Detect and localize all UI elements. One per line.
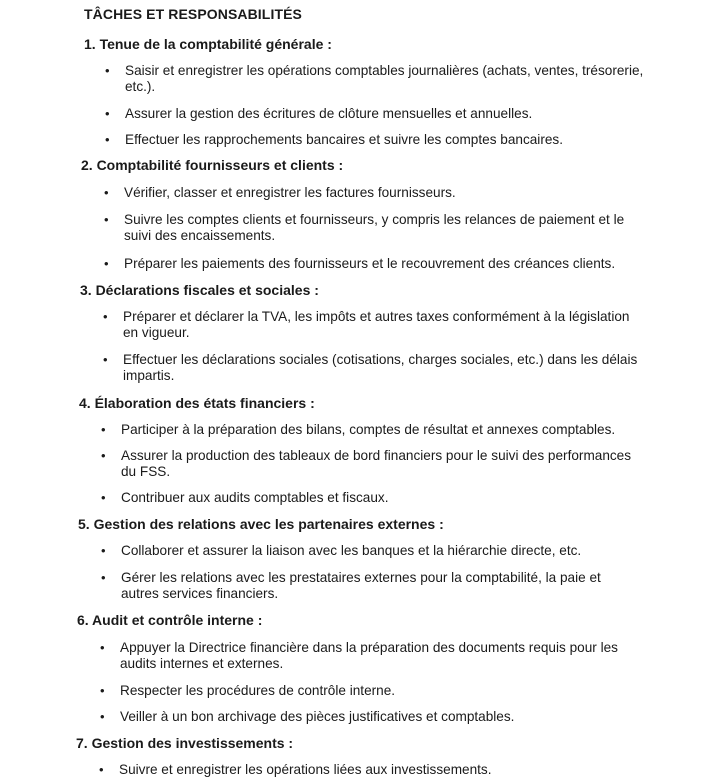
bullet-icon: • [103, 309, 108, 324]
list-item-text: Saisir et enregistrer les opérations comptables journalières (achats, ventes, trésorerie, etc.). [125, 63, 644, 94]
list-item-text: Effectuer les déclarations sociales (cotisations, charges sociales, etc.) dans les délais impartis. [123, 352, 638, 383]
bullet-icon: • [104, 185, 109, 200]
list-item-text: Assurer la gestion des écritures de clôture mensuelles et annuelles. [125, 106, 533, 121]
list-item-text: Veiller à un bon archivage des pièces justificatives et comptables. [120, 709, 515, 724]
list-item [101, 422, 641, 438]
bullet-icon: • [105, 63, 110, 78]
bullet-icon: • [99, 762, 104, 777]
list-item [100, 640, 640, 672]
section-heading-5: 5. Gestion des relations avec les partenaires externes : [78, 516, 444, 532]
bullet-icon: • [100, 709, 105, 724]
list-item-text: Gérer les relations avec les prestataires externes pour la comptabilité, la paie et autres services financiers. [121, 570, 601, 601]
list-item [101, 543, 641, 559]
list-item [100, 709, 640, 725]
section-heading-4: 4. Élaboration des états financiers : [79, 395, 315, 411]
section-heading-6: 6. Audit et contrôle interne : [77, 612, 263, 628]
bullet-icon: • [105, 132, 110, 147]
bullet-icon: • [105, 106, 110, 121]
list-item-text: Respecter les procédures de contrôle interne. [120, 683, 396, 698]
list-item [101, 570, 641, 602]
section-heading-1: 1. Tenue de la comptabilité générale : [84, 36, 332, 52]
bullet-icon: • [101, 490, 106, 505]
bullet-icon: • [101, 448, 106, 463]
list-item-text: Effectuer les rapprochements bancaires et suivre les comptes bancaires. [125, 132, 563, 147]
list-item [101, 490, 641, 506]
list-item [100, 683, 640, 699]
list-item [104, 212, 644, 244]
list-item [105, 106, 645, 122]
document-title: TÂCHES ET RESPONSABILITÉS [84, 6, 302, 22]
list-item-text: Collaborer et assurer la liaison avec les banques et la hiérarchie directe, etc. [121, 543, 582, 558]
bullet-icon: • [100, 640, 105, 655]
list-item [99, 762, 639, 778]
section-heading-7: 7. Gestion des investissements : [76, 735, 294, 751]
list-item-text: Assurer la production des tableaux de bord financiers pour le suivi des performances du FSS. [121, 448, 632, 479]
list-item [105, 63, 645, 95]
section-heading-3: 3. Déclarations fiscales et sociales : [80, 282, 319, 298]
bullet-icon: • [101, 422, 106, 437]
section-heading-2: 2. Comptabilité fournisseurs et clients : [81, 157, 344, 173]
list-item-text: Participer à la préparation des bilans, comptes de résultat et annexes comptables. [121, 422, 616, 437]
list-item [101, 448, 641, 480]
bullet-icon: • [104, 256, 109, 271]
list-item [104, 185, 644, 201]
list-item-text: Préparer et déclarer la TVA, les impôts et autres taxes conformément à la législation en vigueur. [123, 309, 630, 340]
list-item-text: Appuyer la Directrice financière dans la préparation des documents requis pour les audits internes et externes. [120, 640, 618, 671]
list-item-text: Vérifier, classer et enregistrer les factures fournisseurs. [124, 185, 456, 200]
bullet-icon: • [103, 352, 108, 367]
bullet-icon: • [100, 683, 105, 698]
bullet-icon: • [101, 570, 106, 585]
list-item-text: Suivre et enregistrer les opérations liées aux investissements. [119, 762, 492, 777]
list-item-text: Suivre les comptes clients et fournisseurs, y compris les relances de paiement et le suivi des encaissements. [124, 212, 625, 243]
list-item-text: Contribuer aux audits comptables et fiscaux. [121, 490, 389, 505]
list-item [104, 256, 644, 272]
list-item [103, 352, 643, 384]
bullet-icon: • [101, 543, 106, 558]
list-item [105, 132, 645, 148]
list-item-text: Préparer les paiements des fournisseurs et le recouvrement des créances clients. [124, 256, 616, 271]
list-item [103, 309, 643, 341]
bullet-icon: • [104, 212, 109, 227]
